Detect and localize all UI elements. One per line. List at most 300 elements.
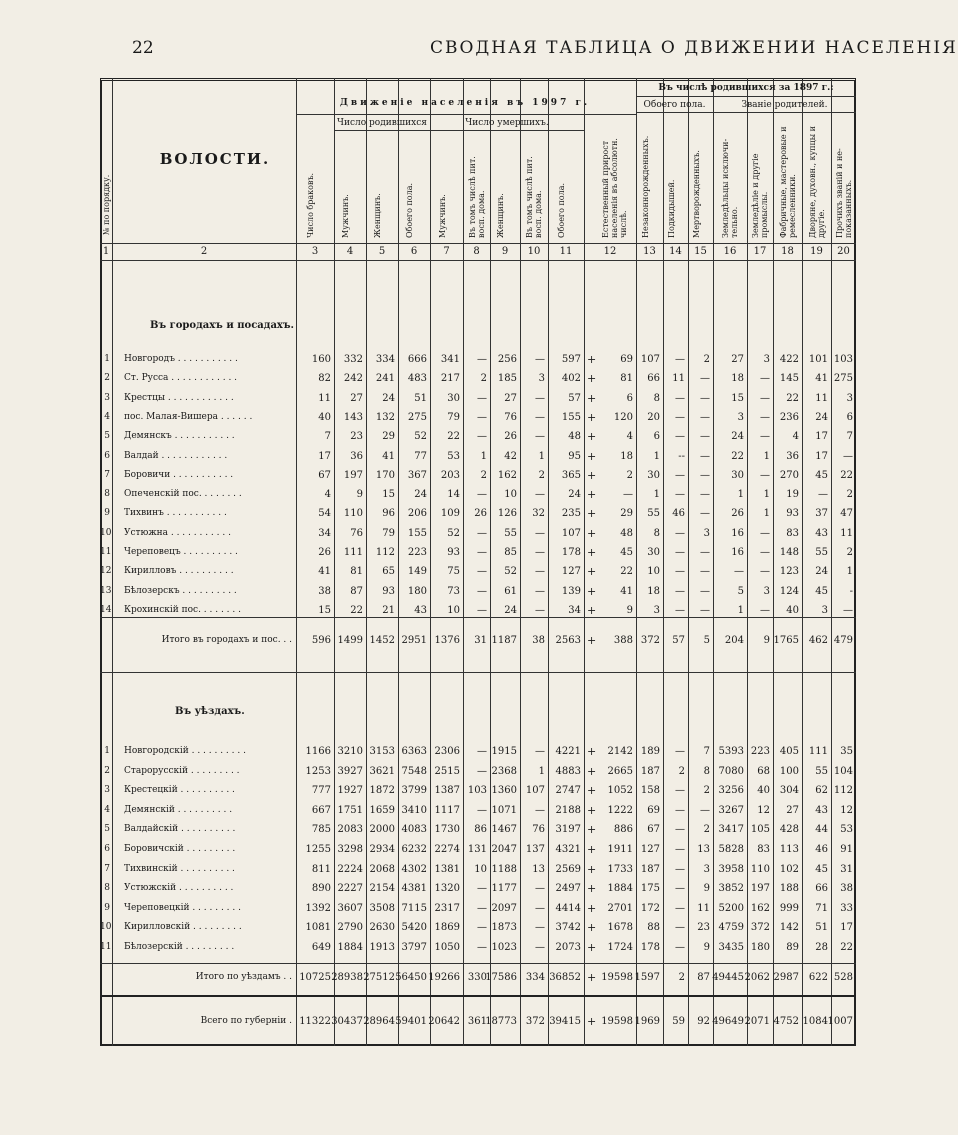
table-cell: 52	[504, 566, 517, 578]
table-cell: 1678	[607, 922, 633, 934]
table-cell: 178	[640, 942, 660, 953]
table-cell: 5393	[718, 746, 744, 757]
table-cell: 21	[382, 604, 395, 616]
table-cell: 10	[504, 489, 517, 501]
row-number: 2	[104, 765, 110, 776]
table-cell: —	[700, 604, 710, 616]
table-cell: 187	[640, 863, 660, 875]
table-cell: —	[700, 469, 710, 481]
table-cell: 372	[750, 922, 770, 934]
table-cell: 27	[786, 804, 799, 816]
table-cell: 2306	[434, 746, 460, 757]
table-cell: --	[678, 450, 685, 462]
table-cell: 88	[647, 922, 660, 934]
table-cell: 45	[815, 863, 828, 875]
table-cell: 4414	[555, 902, 581, 914]
table-cell: 56450	[395, 972, 427, 983]
row-name: Тихвинъ . . . . . . . . . . .	[124, 508, 227, 519]
column-header: Подкидышей.	[666, 179, 676, 238]
table-cell: 27512	[363, 972, 395, 983]
table-cell: 1320	[434, 883, 460, 895]
table-cell: 2154	[369, 883, 395, 895]
table-cell: 143	[343, 411, 363, 423]
table-cell: 22	[620, 566, 633, 578]
table-cell: 36	[350, 450, 363, 462]
column-number: 8	[473, 246, 480, 257]
table-cell: 87	[697, 972, 710, 983]
table-cell: 51	[815, 922, 828, 934]
col-divider	[334, 78, 335, 1046]
table-cell: 101	[808, 354, 828, 365]
table-cell: 15	[382, 489, 395, 501]
table-cell: 223	[407, 547, 427, 558]
table-cell: 1	[846, 566, 853, 578]
table-cell: 10725	[299, 972, 331, 983]
table-cell: 16	[731, 527, 744, 539]
row-number: 11	[100, 547, 112, 557]
row-name: Бѣлозерскъ . . . . . . . . . .	[124, 585, 237, 596]
table-cell: —	[675, 354, 685, 365]
table-cell: 24	[815, 411, 828, 423]
table-cell: —	[760, 431, 770, 443]
column-number: 5	[378, 246, 386, 257]
plus-sign: +	[587, 468, 597, 482]
table-cell: —	[675, 547, 685, 558]
col-divider	[831, 78, 832, 1046]
table-cell: 15	[318, 604, 331, 616]
table-cell: 5828	[718, 844, 744, 855]
table-cell: 11	[318, 392, 331, 404]
table-cell: —	[477, 354, 487, 365]
table-cell: 110	[343, 508, 363, 520]
table-cell: 19598	[601, 972, 633, 983]
column-header: Мужчинъ.	[341, 194, 350, 238]
table-cell: 1255	[305, 844, 331, 855]
table-cell: 2934	[369, 844, 395, 855]
table-cell: 55	[647, 508, 660, 520]
table-cell: 1872	[369, 785, 395, 797]
row-name: Ст. Русса . . . . . . . . . . . .	[124, 373, 238, 384]
table-cell: 2062	[744, 972, 770, 983]
table-cell: 1253	[305, 765, 331, 777]
table-cell: 528	[833, 972, 853, 983]
table-cell: 127	[640, 844, 660, 855]
table-cell: 26	[731, 508, 744, 520]
table-cell: 180	[407, 585, 427, 597]
table-cell: 87	[350, 585, 363, 597]
table-cell: 4883	[555, 765, 581, 777]
table-cell: 55	[815, 765, 828, 777]
table-cell: 82	[318, 373, 331, 385]
col-divider	[112, 78, 113, 1046]
table-cell: —	[675, 392, 685, 404]
table-cell: 2317	[434, 902, 460, 914]
table-cell: 26	[318, 547, 331, 558]
table-cell: 3621	[369, 765, 395, 777]
table-cell: 1392	[305, 902, 331, 914]
table-cell: 2073	[555, 942, 581, 953]
table-cell: 6232	[401, 844, 427, 855]
table-cell: 2	[703, 785, 710, 797]
table-cell: 40	[786, 604, 799, 616]
table-cell: 53	[447, 450, 460, 462]
row-number: 5	[104, 824, 110, 835]
table-cell: 2630	[369, 922, 395, 934]
table-cell: —	[700, 411, 710, 423]
table-cell: 3210	[337, 746, 363, 757]
table-cell: 11	[840, 527, 853, 539]
table-cell: —	[843, 604, 853, 616]
page-number: 22	[132, 38, 154, 58]
table-cell: 45	[815, 469, 828, 481]
table-cell: 180	[750, 942, 770, 953]
table-cell: 15	[731, 392, 744, 404]
table-cell: 1007	[827, 1016, 853, 1027]
table-cell: 162	[497, 469, 517, 481]
table-cell: 46	[672, 508, 685, 520]
table-cell: —	[760, 469, 770, 481]
table-cell: 45	[620, 547, 633, 558]
table-cell: —	[760, 566, 770, 578]
column-number: 2	[200, 246, 208, 257]
table-cell: 170	[375, 469, 395, 481]
table-cell: 124	[779, 585, 799, 597]
table-cell: 3197	[555, 824, 581, 836]
table-cell: 55	[504, 527, 517, 539]
row-name: Демянскъ . . . . . . . . . . .	[124, 431, 235, 442]
table-cell: 3	[763, 354, 770, 365]
total-label: Всего по губерніи .	[200, 1016, 292, 1026]
table-cell: 3958	[718, 863, 744, 875]
row-name: Бѣлозерскій . . . . . . . . .	[124, 942, 235, 952]
table-cell: 44	[815, 824, 828, 836]
row-name: Крохинскій пос. . . . . . . .	[124, 604, 241, 615]
table-cell: —	[477, 604, 487, 616]
table-cell: 142	[779, 922, 799, 934]
table-cell: 105	[750, 824, 770, 836]
table-cell: 1884	[607, 883, 633, 895]
table-cell: 4083	[401, 824, 427, 836]
table-cell: 9	[703, 942, 710, 953]
column-header: Фабричные, мастеровые и ремесленники.	[778, 126, 797, 238]
col-divider	[366, 78, 367, 1046]
table-cell: 4	[626, 431, 633, 443]
table-cell: 197	[343, 469, 363, 481]
table-cell: —	[675, 489, 685, 501]
table-cell: 11	[672, 373, 685, 385]
plus-sign: +	[587, 803, 597, 817]
table-cell: 890	[311, 883, 331, 895]
table-cell: 304	[779, 785, 799, 797]
table-cell: 886	[613, 824, 633, 836]
table-cell: 29	[382, 431, 395, 443]
table-cell: 23	[697, 922, 710, 934]
table-cell: —	[535, 489, 545, 501]
table-cell: 43	[815, 527, 828, 539]
table-cell: 365	[561, 469, 581, 481]
table-cell: 1376	[434, 635, 460, 646]
table-cell: 123	[779, 566, 799, 578]
table-cell: 111	[343, 547, 363, 558]
column-number: 14	[669, 246, 682, 257]
table-cell: 93	[382, 585, 395, 597]
table-cell: 1	[763, 489, 770, 501]
table-cell: 155	[561, 411, 581, 423]
table-cell: 38	[318, 585, 331, 597]
table-cell: 27	[504, 392, 517, 404]
table-cell: 11	[815, 392, 828, 404]
plus-sign: +	[587, 584, 597, 598]
table-cell: 107	[561, 527, 581, 539]
table-cell: 11322	[299, 1016, 331, 1027]
table-cell: 16	[731, 547, 744, 558]
table-cell: 17	[840, 922, 853, 934]
column-header: Женщинъ.	[496, 193, 505, 238]
table-cell: 1915	[491, 746, 517, 757]
row-name: Старорусскій . . . . . . . . .	[124, 765, 240, 776]
row-name: Новгородъ . . . . . . . . . . .	[124, 354, 238, 364]
row-name: Крестецкій . . . . . . . . . .	[124, 785, 235, 796]
table-cell: —	[477, 566, 487, 578]
table-cell: 8	[653, 527, 660, 539]
table-cell: 30437	[331, 1016, 363, 1027]
table-cell: 388	[613, 635, 633, 646]
table-cell: —	[477, 765, 487, 777]
row-number: 6	[104, 844, 110, 854]
table-cell: 367	[407, 469, 427, 481]
table-cell: 100	[779, 765, 799, 777]
col-divider	[490, 78, 491, 1046]
table-cell: 1969	[634, 1016, 660, 1027]
table-cell: 3417	[718, 824, 744, 836]
table-cell: 13	[697, 844, 710, 855]
table-cell: 1724	[607, 942, 633, 953]
table-cell: 4	[324, 489, 331, 501]
table-cell: 103	[467, 785, 487, 797]
table-cell: 372	[640, 635, 660, 646]
table-cell: 41	[382, 450, 395, 462]
table-cell: 1659	[369, 804, 395, 816]
row-name: пос. Малая-Вишера . . . . . .	[124, 411, 253, 422]
table-cell: 275	[407, 411, 427, 423]
table-cell: —	[477, 527, 487, 539]
table-cell: 999	[779, 902, 799, 914]
table-cell: 33	[840, 902, 853, 914]
table-cell: 2	[703, 824, 710, 836]
table-cell: 91	[840, 844, 853, 855]
table-cell: 1071	[491, 804, 517, 816]
table-cell: 30	[731, 469, 744, 481]
table-cell: 1	[737, 489, 744, 501]
table-cell: 102	[779, 863, 799, 875]
both-sexes-header: Обоего пола.	[643, 100, 706, 110]
table-cell: 52	[414, 431, 427, 443]
table-cell: 172	[640, 902, 660, 914]
row-number: 12	[100, 566, 112, 577]
table-cell: 1751	[337, 804, 363, 816]
table-cell: 23	[350, 431, 363, 443]
section-rule	[100, 995, 856, 997]
table-cell: 7548	[401, 765, 427, 777]
table-cell: 1913	[369, 942, 395, 953]
table-cell: —	[675, 922, 685, 934]
table-cell: 2497	[555, 883, 581, 895]
table-cell: 75	[447, 566, 460, 578]
table-cell: 1187	[491, 635, 517, 646]
table-cell: 41	[318, 566, 331, 578]
table-cell: 107	[640, 354, 660, 365]
table-cell: —	[623, 489, 633, 501]
table-cell: 1117	[434, 804, 460, 816]
header-rule	[334, 130, 430, 131]
table-cell: 1499	[337, 635, 363, 646]
table-cell: 5	[737, 585, 744, 597]
table-cell: 1387	[434, 785, 460, 797]
plus-sign: +	[587, 941, 597, 954]
table-cell: 110	[750, 863, 770, 875]
plus-sign: +	[587, 971, 597, 984]
table-cell: 1467	[491, 824, 517, 836]
row-number: 1	[104, 746, 110, 756]
row-number: 1	[104, 354, 110, 364]
table-cell: 27	[731, 354, 744, 365]
table-cell: 3927	[337, 765, 363, 777]
table-cell: 40	[318, 411, 331, 423]
column-number: 17	[753, 246, 767, 257]
table-cell: 334	[525, 972, 545, 983]
table-cell: 30	[447, 392, 460, 404]
table-cell: 62	[815, 785, 828, 797]
table-cell: 86	[474, 824, 487, 836]
header-rule	[636, 112, 856, 113]
table-cell: 41	[815, 373, 828, 385]
table-cell: —	[675, 883, 685, 895]
table-cell: 48	[620, 527, 633, 539]
table-cell: —	[535, 547, 545, 558]
table-cell: 2071	[744, 1016, 770, 1027]
table-cell: 69	[620, 354, 633, 365]
row-name: Новгородскій . . . . . . . . . .	[124, 746, 246, 756]
table-cell: 1023	[491, 942, 517, 953]
table-cell: 3298	[337, 844, 363, 855]
table-cell: 1381	[434, 863, 460, 875]
col-divider	[584, 78, 585, 1046]
table-cell: 109	[440, 508, 460, 520]
table-cell: 83	[786, 527, 799, 539]
table-cell: 49649	[712, 1016, 744, 1027]
table-cell: 422	[779, 354, 799, 365]
table-cell: 4759	[718, 922, 744, 934]
table-cell: 2	[480, 469, 487, 481]
table-cell: 4752	[773, 1016, 799, 1027]
table-cell: 20	[647, 411, 660, 423]
table-cell: 12	[840, 804, 853, 816]
table-cell: —	[535, 604, 545, 616]
plus-sign: +	[587, 784, 597, 798]
col-divider	[802, 78, 803, 1046]
table-cell: 48	[568, 431, 581, 443]
table-cell: —	[535, 411, 545, 423]
table-cell: 3	[821, 604, 828, 616]
table-cell: —	[675, 411, 685, 423]
table-cell: 13	[532, 863, 545, 875]
table-cell: 26	[504, 431, 517, 443]
table-cell: 9	[763, 635, 770, 646]
table-cell: —	[477, 922, 487, 934]
table-cell: 6	[846, 411, 853, 423]
table-cell: 9	[703, 883, 710, 895]
table-cell: 69	[647, 804, 660, 816]
row-number: 6	[104, 450, 110, 461]
table-cell: —	[700, 585, 710, 597]
column-header: Естественный прирост населенія въ абсолютн. числѣ.	[601, 138, 628, 238]
plus-sign: +	[587, 488, 597, 502]
table-cell: —	[760, 411, 770, 423]
table-cell: 372	[525, 1016, 545, 1027]
table-cell: 4302	[401, 863, 427, 875]
col-divider	[688, 78, 689, 1046]
column-header: Прочихъ званій и не- показанныхъ.	[834, 148, 853, 238]
table-cell: 785	[311, 824, 331, 836]
table-cell: 2368	[491, 765, 517, 777]
table-cell: 149	[407, 566, 427, 578]
table-cell: 330	[467, 972, 487, 983]
table-cell: 1	[763, 450, 770, 462]
section-rule	[100, 672, 856, 673]
column-number: 3	[311, 246, 319, 257]
row-name: Валдайскій . . . . . . . . . .	[124, 824, 236, 835]
col-divider	[463, 78, 464, 1046]
row-number: 10	[100, 922, 112, 933]
row-name: Боровичскій . . . . . . . . .	[124, 844, 236, 854]
table-cell: 41	[620, 585, 633, 597]
table-cell: 204	[724, 635, 744, 646]
row-name: Опеченскій пос. . . . . . . .	[124, 489, 242, 500]
table-cell: 188	[779, 883, 799, 895]
table-cell: 1188	[491, 863, 517, 875]
table-cell: 402	[561, 373, 581, 385]
col-divider	[398, 78, 399, 1046]
table-cell: —	[675, 785, 685, 797]
table-cell: 2515	[434, 765, 460, 777]
table-cell: —	[760, 373, 770, 385]
row-name: Череповецкій . . . . . . . . .	[124, 902, 241, 913]
table-cell: 7	[846, 431, 853, 443]
table-cell: —	[675, 844, 685, 855]
table-cell: 93	[786, 508, 799, 520]
table-cell: -	[849, 585, 853, 597]
table-cell: 3256	[718, 785, 744, 797]
table-cell: 112	[375, 547, 395, 558]
table-cell: —	[675, 566, 685, 578]
table-cell: 1081	[305, 922, 331, 934]
table-cell: 22	[786, 392, 799, 404]
table-cell: 34	[568, 604, 581, 616]
table-cell: —	[477, 746, 487, 757]
table-cell: 1052	[607, 785, 633, 797]
table-cell: 76	[350, 527, 363, 539]
table-cell: 2142	[607, 746, 633, 757]
table-cell: 17	[815, 450, 828, 462]
row-number: 4	[104, 804, 110, 815]
table-cell: —	[675, 585, 685, 597]
table-cell: 7115	[401, 902, 427, 914]
table-cell: 334	[375, 354, 395, 365]
table-cell: —	[477, 431, 487, 443]
table-cell: 73	[447, 585, 460, 597]
table-cell: 66	[815, 883, 828, 895]
table-cell: 36	[786, 450, 799, 462]
